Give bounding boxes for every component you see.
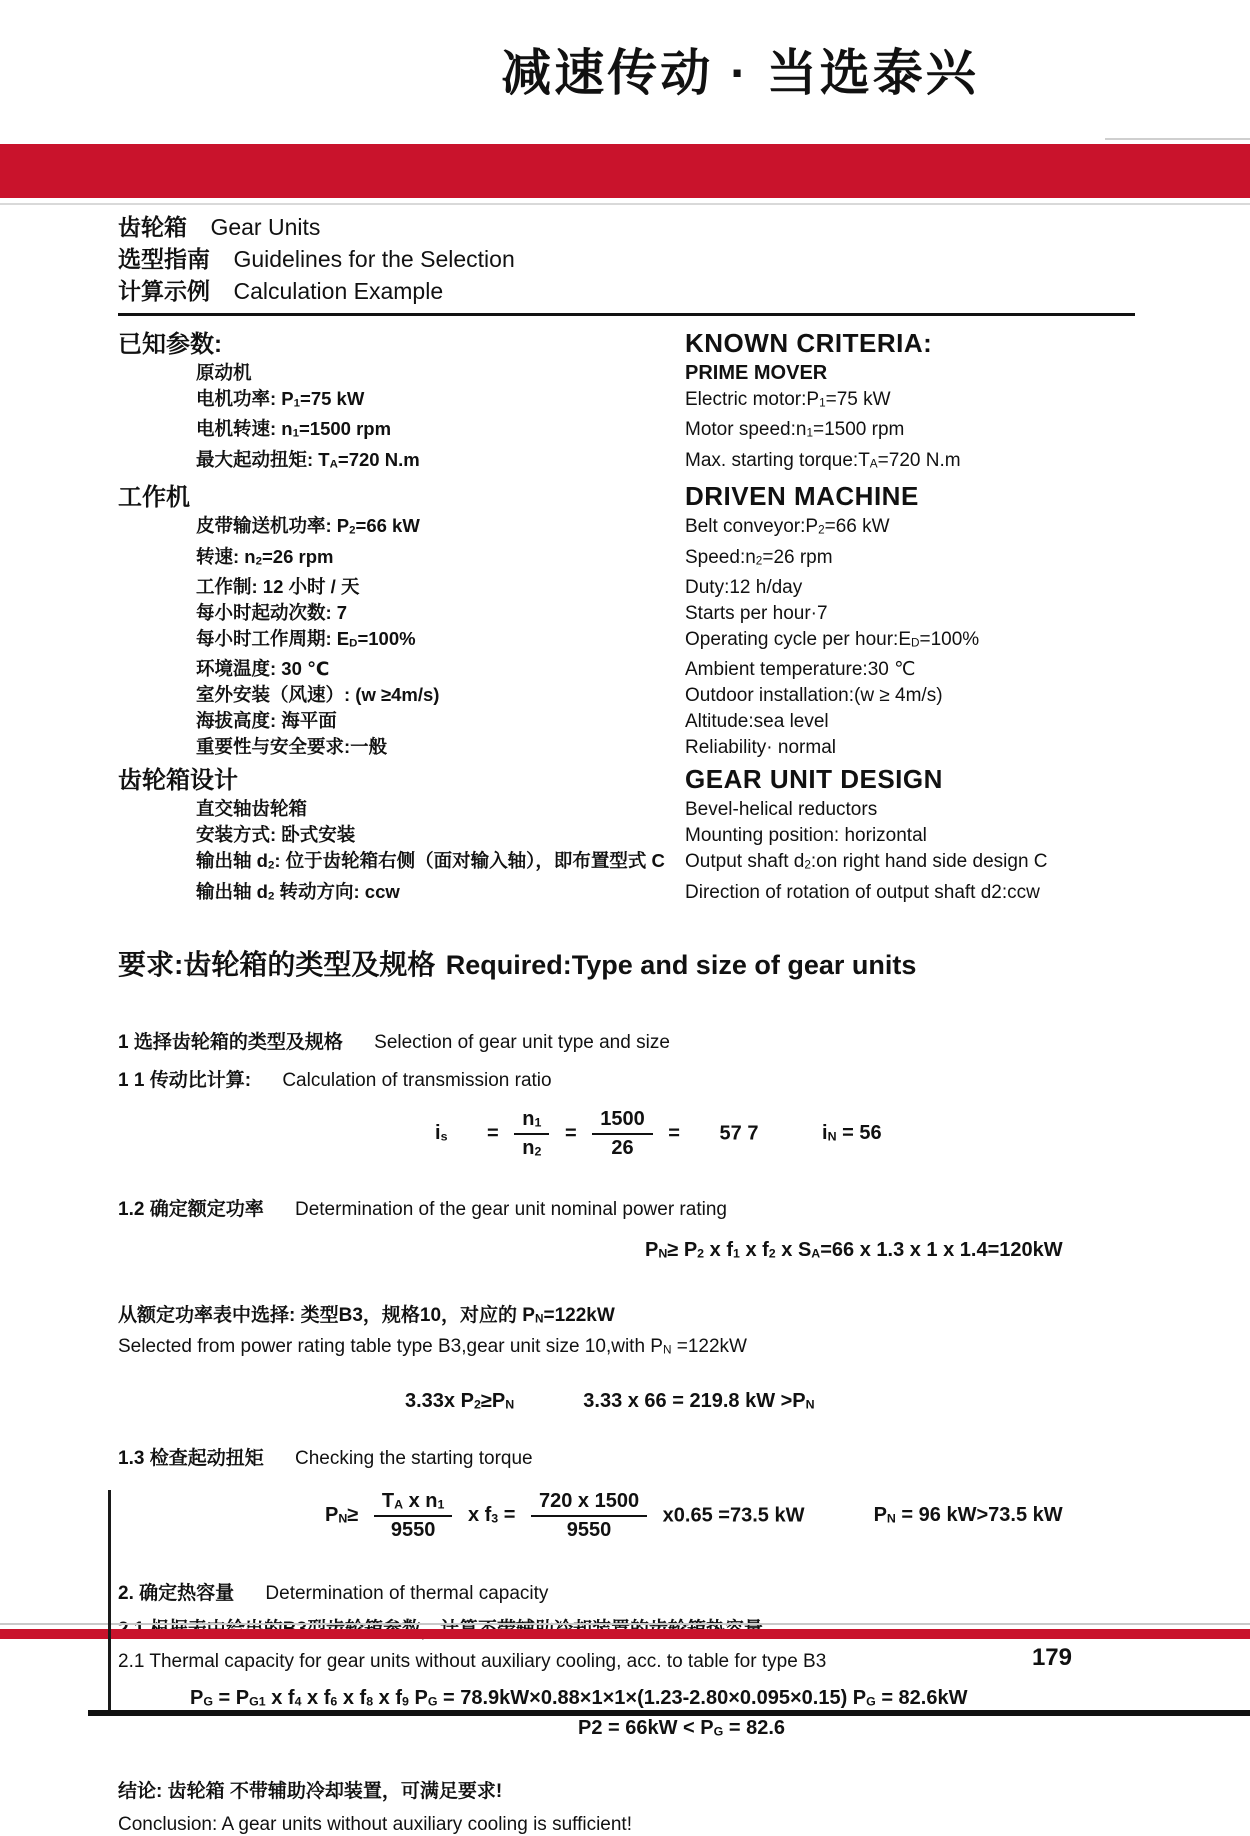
criteria-item-cn: 输出轴 $d_2$ 转动方向: ccw xyxy=(196,880,400,902)
page-edge-left xyxy=(108,1490,111,1716)
criteria-row xyxy=(118,328,1135,360)
fraction xyxy=(531,1490,647,1542)
criteria-heading-en: DRIVEN MACHINE xyxy=(685,481,919,512)
title-cn: 齿轮箱 xyxy=(118,214,187,240)
criteria-item-en: Outdoor installation:(w ≥ 4m/s) xyxy=(685,685,943,707)
criteria-item-en: $Speed:n_2=26$ rpm xyxy=(685,546,833,568)
criteria-item-en: Direction of rotation of output shaft d2:ccw xyxy=(685,881,1040,903)
criteria-item-cn: 输出轴 $d_2$: 位于齿轮箱右侧（面对输入轴），即布置型式 C xyxy=(196,850,665,872)
criteria-item-cn: 海拔高度: 海平面 xyxy=(196,710,337,732)
criteria-row xyxy=(118,600,1135,626)
criteria-item-cn: 电机功率: $P_1=75$ kW xyxy=(196,388,365,410)
criteria-row xyxy=(118,416,1135,446)
criteria-heading-en: KNOWN CRITERIA: xyxy=(685,328,933,358)
criteria-item-en: Motor $speed:n_1=1500$ rpm xyxy=(685,419,905,441)
criteria-item-en: Output shaft $d_2:on$ right hand side design C xyxy=(685,851,1048,873)
fraction-numerator: $n_1$ xyxy=(514,1108,549,1135)
criteria-row xyxy=(118,481,1135,513)
torque-lhs: $P_N\ge$ xyxy=(325,1504,359,1527)
step-1-en: Selection of gear unit type and size xyxy=(374,1032,670,1053)
conclusion-cn: 结论: 齿轮箱 不带辅助冷却装置，可满足要求! xyxy=(118,1781,503,1802)
criteria-item-en: Altitude:sea level xyxy=(685,711,829,733)
check-left: 3.33x $P_2\ge P_N$ xyxy=(405,1390,515,1412)
criteria-row xyxy=(118,386,1135,416)
criteria-item-cn: 每小时工作周期: $E_D=100\%$ xyxy=(196,627,416,650)
check-3-33-formula xyxy=(405,1390,1135,1413)
step-1-2-line xyxy=(118,1194,1135,1221)
step-1-1-en: Calculation of transmission ratio xyxy=(282,1070,552,1091)
criteria-item-cn: 皮带输送机功率: $P_2=66$ kW xyxy=(196,515,420,537)
fraction-denominator: $n_2$ xyxy=(522,1137,542,1159)
fraction xyxy=(592,1108,653,1160)
ratio-nominal: $i_N = 56$ xyxy=(822,1122,882,1145)
step-1-3-line xyxy=(118,1443,1135,1470)
equals-sign: = xyxy=(564,1122,577,1145)
header-hairline xyxy=(1105,138,1250,140)
criteria-heading-cn: 已知参数: xyxy=(118,331,222,358)
criteria-item-en: Belt $conveyor:P_2=66$ kW xyxy=(685,516,890,538)
power-formula: $P_N\ge P_2$ x $f_1$ x $f_2$ x $S_A=66$ x 1.3 x 1 x 1.4=120kW xyxy=(645,1239,1063,1261)
criteria-item-en: Max. starting $torque:T_A=720$ N.m xyxy=(685,449,961,471)
criteria-item-en: Bevel-helical reductors xyxy=(685,799,878,821)
ratio-formula xyxy=(435,1108,1135,1160)
criteria-row xyxy=(118,796,1135,822)
fraction xyxy=(514,1108,549,1160)
criteria-item-cn: 室外安装（风速）: (w ≥4m/s) xyxy=(196,684,440,706)
step-1-line xyxy=(118,1027,1135,1054)
conclusion-line-cn xyxy=(118,1776,1135,1803)
criteria-row xyxy=(118,513,1135,543)
thermal-capacity-formula: $P_G = P_{G1}$ x $f_4$ x $f_6$ x $f_8$ x $f_9$ $P_G = 78.9kW\times 0.88\times 1\times 1\times(1.23-2.80\times 0.095\times 0.15) P_G = 82.6kW$ xyxy=(190,1687,968,1709)
torque-formula xyxy=(325,1490,1135,1542)
criteria-row xyxy=(118,656,1135,682)
torque-tail: x0.65 =73.5 kW xyxy=(662,1504,805,1527)
criteria-row xyxy=(118,879,1135,909)
title-en: Guidelines for the Selection xyxy=(233,246,515,272)
criteria-item-cn: 每小时起动次数: 7 xyxy=(196,601,348,623)
equals-sign: = xyxy=(487,1122,499,1145)
torque-mid: x $f_3$ = xyxy=(467,1504,516,1527)
required-heading xyxy=(118,943,1135,983)
step-1-2-en: Determination of the gear unit nominal power rating xyxy=(294,1199,727,1220)
step-2-1-en: 2.1 Thermal capacity for gear units without auxiliary cooling, acc. to table for type B3 xyxy=(118,1651,827,1672)
criteria-row xyxy=(118,764,1135,796)
criteria-item-en: Electric $motor:P_1=75$ kW xyxy=(685,389,891,410)
footer-red-bar xyxy=(0,1629,1250,1639)
criteria-row xyxy=(118,734,1135,760)
selection-en: Selected from power rating table type B3,gear unit size 10,with $P_N =122kW$ xyxy=(118,1336,747,1357)
fraction-numerator: $T_A$ x $n_1$ xyxy=(374,1490,453,1517)
title-row xyxy=(118,213,1135,245)
step-1-cn: 1 选择齿轮箱的类型及规格 xyxy=(118,1032,343,1053)
title-en: Gear Units xyxy=(210,214,321,240)
criteria-item-en: Mounting position: horizontal xyxy=(685,825,927,847)
bottom-rule xyxy=(88,1710,1250,1716)
criteria-row xyxy=(118,447,1135,477)
criteria-heading-en: GEAR UNIT DESIGN xyxy=(685,764,943,795)
criteria-item-cn: 重要性与安全要求:一般 xyxy=(196,736,388,758)
criteria-item-cn: 最大起动扭矩: $T_A=720$ N.m xyxy=(196,448,420,471)
top-red-banner xyxy=(0,144,1250,198)
criteria-row xyxy=(118,574,1135,600)
check-right: 3.33 x 66 = 219.8 kW $>P_N$ xyxy=(583,1390,815,1412)
selection-line-en xyxy=(118,1336,1135,1358)
fraction-numerator: 1500 xyxy=(592,1108,653,1135)
criteria-row xyxy=(118,822,1135,848)
fraction xyxy=(374,1490,453,1542)
step-1-1-cn: 1 1 传动比计算: xyxy=(118,1070,252,1091)
banner-underline xyxy=(0,203,1250,205)
selection-line-cn xyxy=(118,1300,1135,1327)
title-cn: 选型指南 xyxy=(118,246,210,272)
page-header-title: 减速传动 · 当选泰兴 xyxy=(501,45,979,101)
criteria-item-en: Starts per hour·7 xyxy=(685,602,828,624)
p2-comparison: $P2 = 66kW < P_G = 82.6$ xyxy=(578,1717,785,1739)
page-number: 179 xyxy=(1031,1644,1072,1671)
fraction-denominator: 9550 xyxy=(566,1519,612,1541)
fraction-numerator: 720 x 1500 xyxy=(531,1490,647,1517)
criteria-item-en: Reliability· normal xyxy=(685,737,836,759)
criteria-heading-cn: 齿轮箱设计 xyxy=(118,767,238,795)
step-2-line xyxy=(118,1578,1135,1605)
criteria-row xyxy=(118,626,1135,656)
required-heading-cn: 要求:齿轮箱的类型及规格 xyxy=(118,949,436,980)
criteria-row xyxy=(118,544,1135,574)
step-2-en: Determination of thermal capacity xyxy=(265,1583,549,1604)
criteria-subheading-en: PRIME MOVER xyxy=(685,362,828,384)
step-1-3-cn: 1.3 检查起动扭矩 xyxy=(118,1448,264,1469)
criteria-item-en: Operating cycle per $hour:E_D=100\%$ xyxy=(685,628,980,650)
conclusion-line-en xyxy=(118,1814,1135,1836)
criteria-item-en: Ambient temperature:30 ℃ xyxy=(685,659,916,681)
title-en: Calculation Example xyxy=(233,278,444,304)
criteria-item-en: Duty:12 h/day xyxy=(685,576,803,598)
step-2-1-line-en xyxy=(118,1651,1135,1673)
fraction-denominator: 26 xyxy=(611,1137,634,1159)
document-title-block xyxy=(118,213,1135,309)
criteria-item-cn: 转速: $n_2=26$ rpm xyxy=(196,545,334,567)
step-1-2-cn: 1.2 确定额定功率 xyxy=(118,1199,264,1220)
title-row xyxy=(118,277,1135,309)
selection-cn: 从额定功率表中选择: 类型B3，规格10，对应的 $P_N=122kW$ xyxy=(118,1305,615,1326)
step-1-1-line xyxy=(118,1065,1135,1092)
criteria-heading-cn: 工作机 xyxy=(118,484,190,512)
criteria-row xyxy=(118,682,1135,708)
criteria-subheading-cn: 原动机 xyxy=(196,362,252,383)
ratio-lhs: $i_s$ xyxy=(435,1122,448,1145)
criteria-item-cn: 工作制: 12 小时 / 天 xyxy=(196,575,360,597)
equals-sign: = xyxy=(668,1122,680,1145)
criteria-row xyxy=(118,848,1135,878)
conclusion-en: Conclusion: A gear units without auxiliary cooling is sufficient! xyxy=(118,1814,632,1835)
criteria-row xyxy=(118,708,1135,734)
fraction-denominator: 9550 xyxy=(390,1519,436,1541)
criteria-item-cn: 电机转速: $n_1=1500$ rpm xyxy=(196,418,392,440)
ratio-result: 57 7 xyxy=(719,1122,759,1145)
title-cn: 计算示例 xyxy=(118,278,210,304)
title-rule xyxy=(118,313,1135,316)
criteria-row xyxy=(118,360,1135,386)
footer-hairline xyxy=(0,1623,1250,1625)
step-2-cn: 2. 确定热容量 xyxy=(118,1583,235,1604)
criteria-item-cn: 安装方式: 卧式安装 xyxy=(196,824,356,846)
torque-result: $P_N = 96$ kW>73.5 kW xyxy=(873,1504,1063,1527)
criteria-item-cn: 直交轴齿轮箱 xyxy=(196,798,308,820)
step-1-3-en: Checking the starting torque xyxy=(294,1448,533,1469)
title-row xyxy=(118,245,1135,277)
required-heading-en: Required:Type and size of gear units xyxy=(445,950,917,980)
criteria-item-cn: 环境温度: 30 ℃ xyxy=(196,658,330,680)
criteria-table xyxy=(118,328,1135,909)
